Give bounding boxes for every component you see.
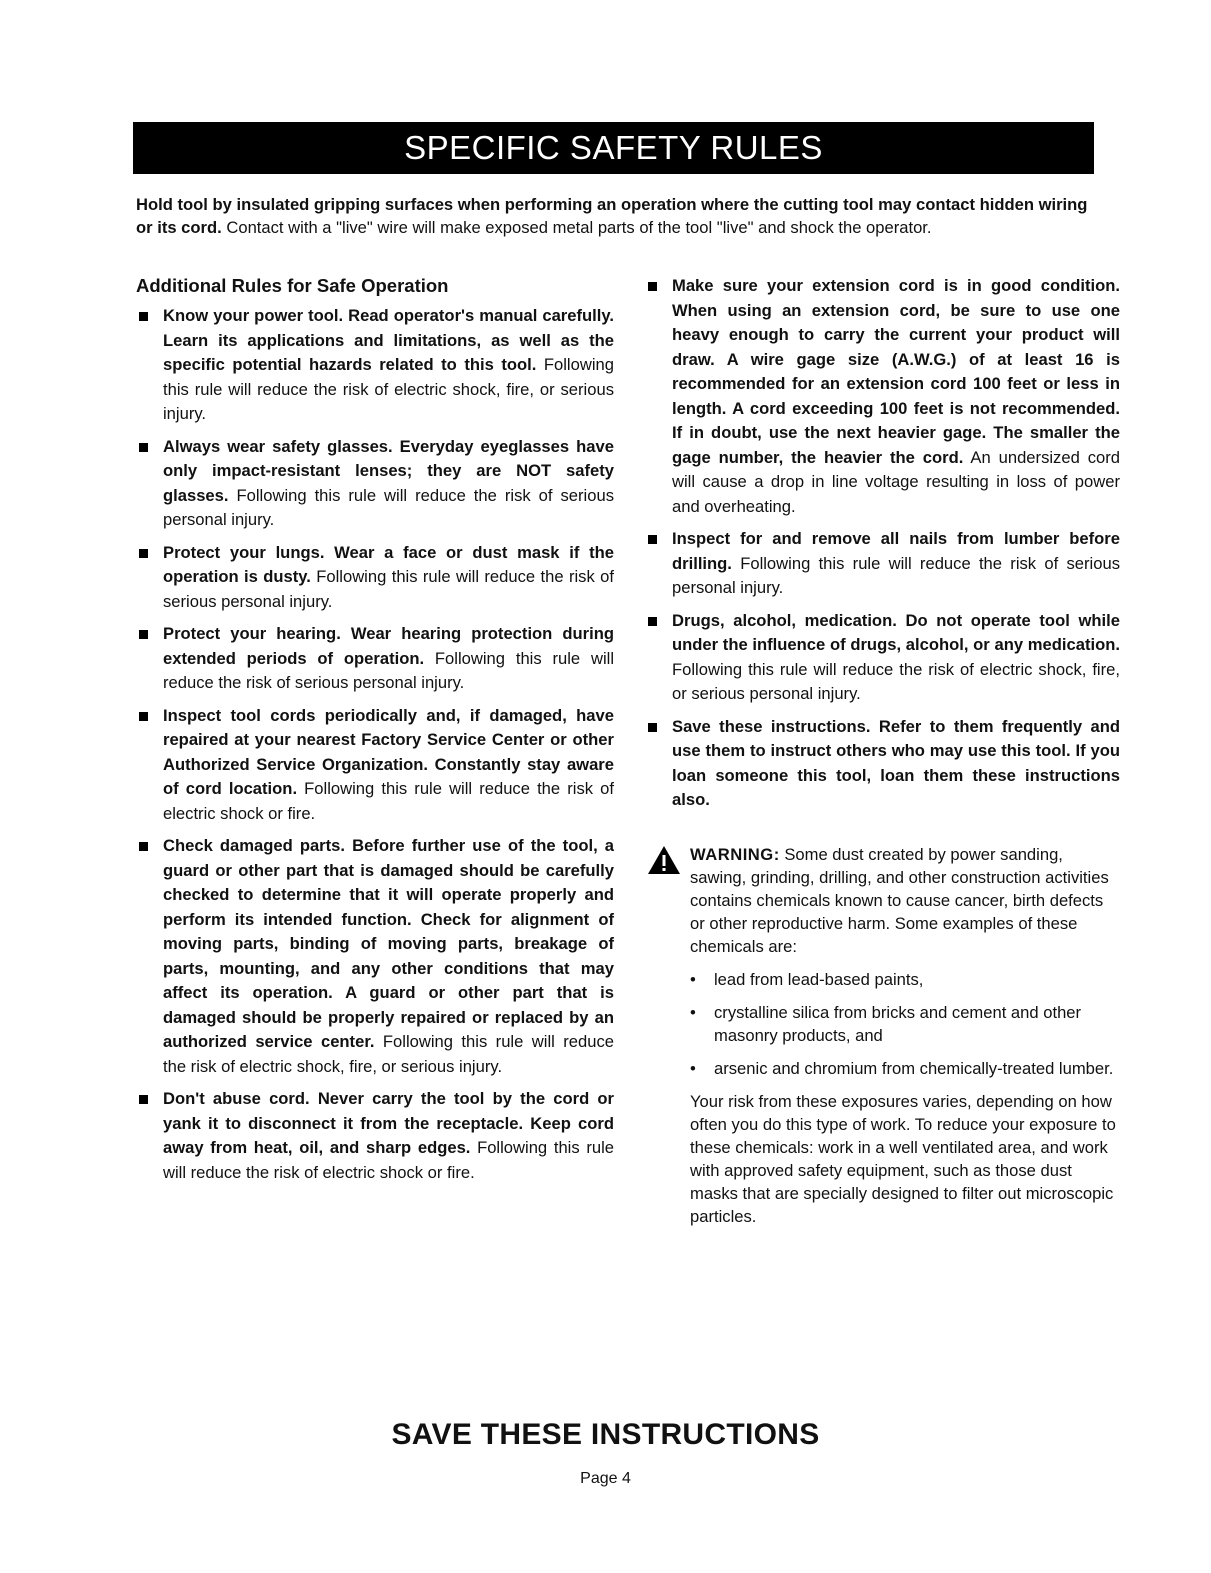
rule-bold: Save these instructions. Refer to them frequently and use them to instruct others who may use this tool. If you loan someone this tool, loan them these instructions also. [672, 716, 1120, 809]
page-number: Page 4 [580, 1470, 631, 1487]
rule-bold: Inspect for and remove all nails from lumber before drilling. [672, 529, 1120, 573]
rule-bold: Check damaged parts. Before further use of the tool, a guard or other part that is damaged should be carefully checked to determine that it will operate properly and perform its intended function. Check for alignment of moving parts, binding of moving parts, breakage of parts, mounting, and any other conditions that may affect its operation. A guard or other part that is damaged should be properly repaired or replaced by an authorized service center. [163, 836, 614, 1051]
warning-triangle-icon [647, 845, 681, 875]
left-column [136, 274, 614, 1193]
rule-normal: An undersized cord will cause a drop in line voltage resulting in loss of power and overheating. [672, 447, 1121, 516]
bullet-dot-icon: • [690, 1058, 696, 1078]
example-text: arsenic and chromium from chemically-treated lumber. [714, 1058, 1114, 1078]
rule-normal: Following this rule will reduce the risk of serious personal injury. [163, 648, 615, 692]
rule-item [645, 274, 1120, 519]
rule-bold: Always wear safety glasses. Everyday eyeglasses have only impact-resistant lenses; they are NOT safety glasses. [163, 436, 614, 505]
bullet-square-icon [139, 1095, 148, 1104]
bullet-square-icon [139, 549, 148, 558]
bullet-dot-icon: • [690, 969, 696, 989]
warning-text [690, 843, 1120, 958]
warning-heading: WARNING: [690, 844, 780, 864]
rule-bold: Don't abuse cord. Never carry the tool by the cord or yank it to disconnect it from the receptacle. Keep cord away from heat, oil, and sharp edges. [163, 1089, 614, 1157]
rule-normal: Following this rule will reduce the risk of electric shock or fire. [163, 1138, 614, 1182]
rule-bold: Inspect tool cords periodically and, if damaged, have repaired at your nearest Factory Service Center or other Authorized Service Organization. Constantly stay aware of cord location. [163, 705, 614, 798]
rule-bold: Drugs, alcohol, medication. Do not operate tool while under the influence of drugs, alcohol, or any medication. [672, 610, 1120, 654]
bullet-square-icon [648, 723, 657, 732]
section-title: Additional Rules for Safe Operation [136, 275, 449, 296]
rule-item [645, 527, 1120, 601]
rule-normal: Following this rule will reduce the risk of serious personal injury. [672, 553, 1120, 597]
bullet-square-icon [139, 842, 148, 851]
rule-item [645, 609, 1120, 707]
example-item [690, 1001, 1120, 1047]
example-item [690, 1057, 1120, 1080]
rule-item [136, 704, 614, 827]
rule-item [136, 304, 614, 427]
warning-block [645, 843, 1120, 1228]
bullet-square-icon [139, 630, 148, 639]
bullet-square-icon [648, 617, 657, 626]
bullet-square-icon [139, 312, 148, 321]
example-text: crystalline silica from bricks and cement and other masonry products, and [714, 1002, 1082, 1045]
rule-bold: Know your power tool. Read operator's manual carefully. Learn its applications and limitations, as well as the specific potential hazards related to this tool. [163, 306, 614, 374]
section-banner: SPECIFIC SAFETY RULES [133, 122, 1094, 174]
footer-title: SAVE THESE INSTRUCTIONS [391, 1418, 820, 1451]
intro-normal: Contact with a "live" wire will make exposed metal parts of the tool "live" and shock the operator. [221, 218, 932, 237]
intro-paragraph [136, 193, 1101, 239]
example-text: lead from lead-based paints, [714, 969, 924, 989]
rule-item [136, 622, 614, 696]
rule-bold: Protect your hearing. Wear hearing protection during extended periods of operation. [163, 624, 614, 668]
bullet-square-icon [648, 535, 657, 544]
rule-normal: Following this rule will reduce the risk of electric shock, fire, or serious injury. [163, 355, 614, 423]
rule-normal: Following this rule will reduce the risk of serious personal injury. [163, 485, 614, 529]
rule-bold: Protect your lungs. Wear a face or dust mask if the operation is dusty. [163, 542, 614, 586]
warning-after-text: Your risk from these exposures varies, depending on how often you do this type of work. To reduce your exposure to these chemicals: work in a well ventilated area, and work with approved safety equipment, such as those dust masks that are specially designed to filter out microscopic particles. [690, 1091, 1116, 1226]
right-column [645, 274, 1120, 1228]
bullet-square-icon [139, 443, 148, 452]
rule-normal: Following this rule will reduce the risk of electric shock or fire. [163, 779, 614, 823]
rule-normal: Following this rule will reduce the risk of electric shock, fire, or serious personal injury. [672, 659, 1120, 703]
rule-item [136, 541, 614, 615]
bullet-square-icon [139, 712, 148, 721]
example-item [690, 968, 1120, 991]
rule-item [136, 1087, 614, 1185]
rule-bold: Make sure your extension cord is in good condition. When using an extension cord, be sure to use one heavy enough to carry the current your product will draw. A wire gage size (A.W.G.) of at least 16 is recommended for an extension cord 100 feet or less in length. A cord exceeding 100 feet is not recommended. If in doubt, use the next heavier gage. The smaller the gage number, the heavier the cord. [672, 276, 1120, 467]
intro-bold: Hold tool by insulated gripping surfaces when performing an operation where the cutting tool may contact hidden wiring or its cord. [136, 195, 1088, 237]
rule-item [645, 715, 1120, 813]
warning-body: Some dust created by power sanding, sawing, grinding, drilling, and other construction activities contains chemicals known to cause cancer, birth defects or other reproductive harm. Some examples of these chemicals are: [690, 844, 1109, 956]
bullet-dot-icon: • [690, 1002, 696, 1022]
rule-item [136, 834, 614, 1079]
rule-normal: Following this rule will reduce the risk of electric shock, fire, or serious injury. [163, 1032, 614, 1076]
bullet-square-icon [648, 282, 657, 291]
rule-item [136, 435, 614, 533]
rule-normal: Following this rule will reduce the risk of serious personal injury. [163, 567, 614, 611]
